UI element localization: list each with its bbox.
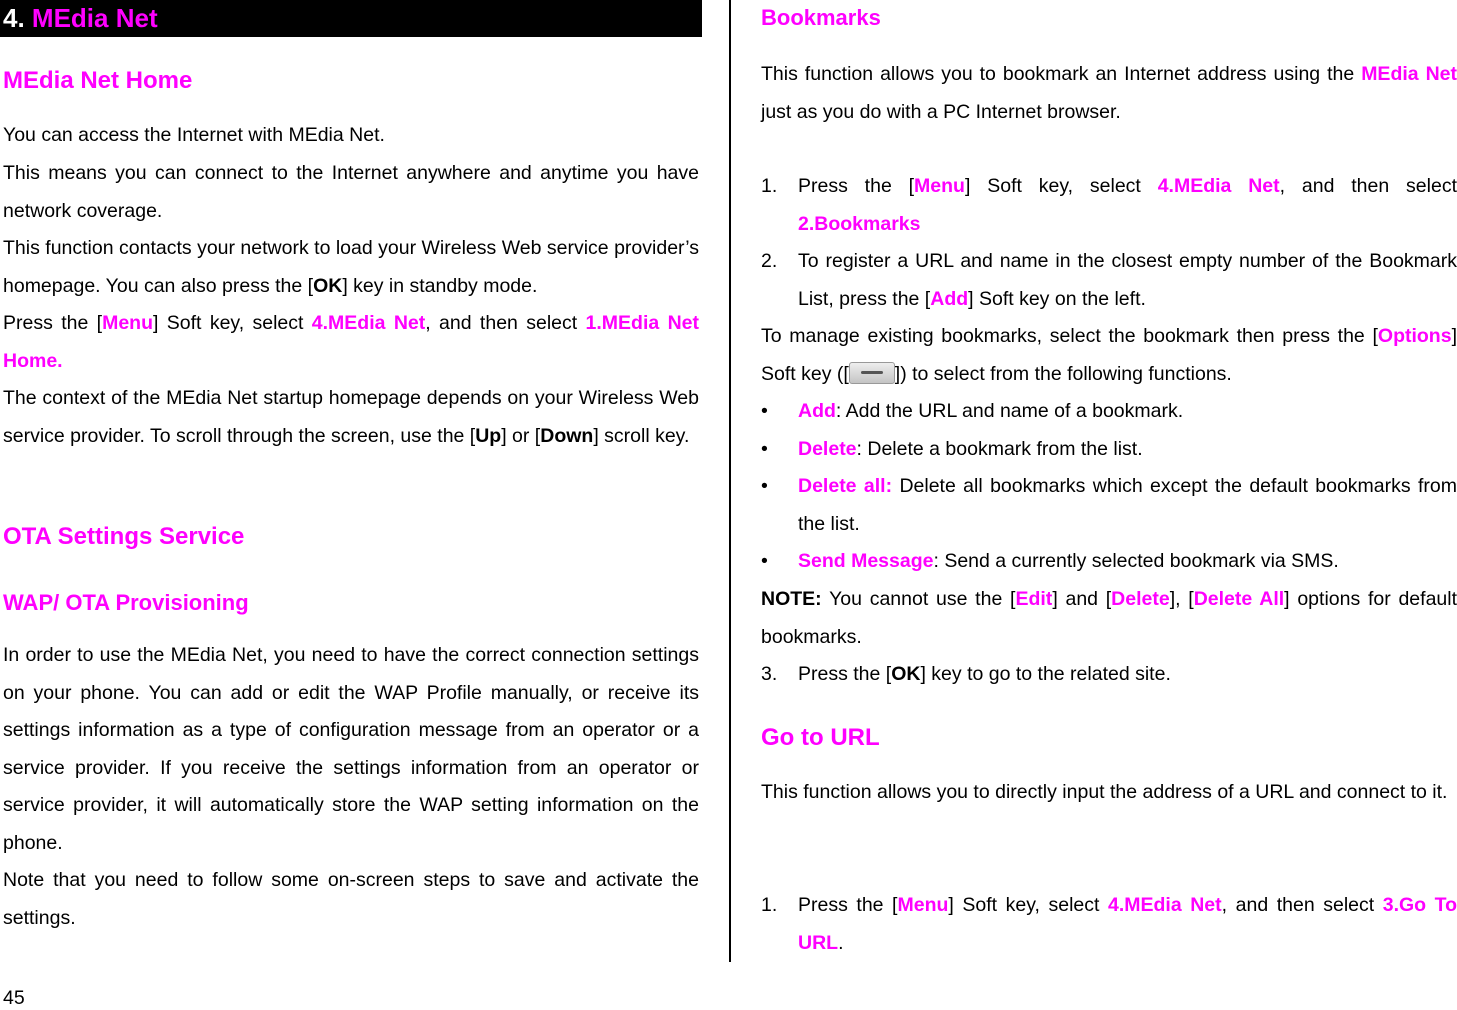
menu-item-media-net-home: 1.MEdia Net Home. xyxy=(3,312,699,372)
edit-option-label: Edit xyxy=(1015,588,1053,610)
media-net-label: MEdia Net xyxy=(1361,63,1457,85)
bookmark-step-1: 1. Press the [Menu] Soft key, select 4.MEdia Net, and then select 2.Bookmarks xyxy=(761,168,1457,243)
menu-item-media-net: 4.MEdia Net xyxy=(1157,175,1280,197)
step-number: 2. xyxy=(761,250,778,272)
ok-key-label: OK xyxy=(313,274,343,297)
chapter-title-bar xyxy=(0,0,702,37)
delete-all-option-label: Delete All xyxy=(1193,588,1285,610)
go-to-url-step-1: 1. Press the [Menu] Soft key, select 4.MEdia Net, and then select 3.Go To URL. xyxy=(761,887,1457,962)
menu-item-media-net: 4.MEdia Net xyxy=(311,312,426,334)
soft-key-icon xyxy=(849,362,895,384)
bullet-icon: • xyxy=(761,400,768,422)
paragraph-wap-settings: In order to use the MEdia Net, you need to have the correct connection settings on your phone. You can add or edit the WAP Profile manually, or receive its settings information as a type of configuration message from an operator or a service provider. If you receive the settings information from an operator or service provider, it will automatically store the WAP setting information on the phone. xyxy=(3,644,699,854)
ok-key-label: OK xyxy=(891,663,921,685)
paragraph-note-settings: Note that you need to follow some on-screen steps to save and activate the settings. xyxy=(3,869,699,929)
bookmark-step-3: 3. Press the [OK] key to go to the related site. xyxy=(761,656,1457,694)
subsection-heading-wap-ota: WAP/ OTA Provisioning xyxy=(3,590,249,615)
paragraph-access: You can access the Internet with MEdia Net. xyxy=(3,124,385,146)
step-number: 1. xyxy=(761,175,778,197)
paragraph-coverage: This means you can connect to the Internet anywhere and anytime you have network coverage. xyxy=(3,162,699,222)
paragraph-note-default-bookmarks: NOTE: You cannot use the [Edit] and [Delete], [Delete All] options for default bookmarks. xyxy=(761,588,1457,648)
bullet-icon: • xyxy=(761,550,768,572)
step-number: 1. xyxy=(761,894,778,916)
paragraph-go-to-url: This function allows you to directly input the address of a URL and connect to it. xyxy=(761,781,1448,803)
menu-key-label: Menu xyxy=(897,894,949,916)
menu-item-go-to-url: 3.Go To URL xyxy=(798,894,1457,954)
menu-key-label: Menu xyxy=(102,312,154,334)
paragraph-startup-homepage: The context of the MEdia Net startup homepage depends on your Wireless Web service provider. To scroll through the screen, use the [Up] or [Down] scroll key. xyxy=(3,387,699,447)
bullet-send-message: • Send Message: Send a currently selected bookmark via SMS. xyxy=(761,543,1457,581)
bullet-delete: • Delete: Delete a bookmark from the list. xyxy=(761,431,1457,469)
column-divider xyxy=(729,0,731,962)
bullet-icon: • xyxy=(761,475,768,497)
note-label: NOTE: xyxy=(761,588,822,610)
bullet-delete-all: • Delete all: Delete all bookmarks which except the default bookmarks from the list. xyxy=(761,468,1457,543)
section-heading-ota-settings: OTA Settings Service xyxy=(3,523,245,550)
page-number: 45 xyxy=(3,987,25,1009)
down-key-label: Down xyxy=(540,424,594,447)
up-key-label: Up xyxy=(475,424,502,447)
chapter-number: 4. xyxy=(3,3,25,33)
section-heading-bookmarks: Bookmarks xyxy=(761,5,881,30)
bullet-icon: • xyxy=(761,438,768,460)
menu-item-bookmarks: 2.Bookmarks xyxy=(798,212,921,235)
bullet-add: • Add: Add the URL and name of a bookmark. xyxy=(761,393,1457,431)
options-key-label: Options xyxy=(1377,325,1452,347)
paragraph-menu-path: Press the [Menu] Soft key, select 4.MEdia Net, and then select 1.MEdia Net Home. xyxy=(3,312,699,372)
delete-option-label: Delete xyxy=(1111,588,1170,610)
chapter-title: MEdia Net xyxy=(31,3,158,33)
section-heading-media-net-home: MEdia Net Home xyxy=(3,67,193,94)
section-heading-go-to-url: Go to URL xyxy=(761,724,880,751)
paragraph-bookmarks-intro: This function allows you to bookmark an Internet address using the MEdia Net just as you do with a PC Internet browser. xyxy=(761,63,1457,123)
paragraph-manage-bookmarks: To manage existing bookmarks, select the bookmark then press the [Options] Soft key ([ ]) to select from the following functions. xyxy=(761,325,1457,385)
add-key-label: Add xyxy=(930,287,969,310)
step-number: 3. xyxy=(761,663,778,685)
menu-item-media-net: 4.MEdia Net xyxy=(1107,894,1222,916)
bookmark-step-2: 2. To register a URL and name in the closest empty number of the Bookmark List, press the [Add] Soft key on the left. xyxy=(761,243,1457,318)
paragraph-contacts-network: This function contacts your network to load your Wireless Web service provider’s homepage. You can also press the [OK] key in standby mode. xyxy=(3,237,699,297)
menu-key-label: Menu xyxy=(914,175,965,197)
